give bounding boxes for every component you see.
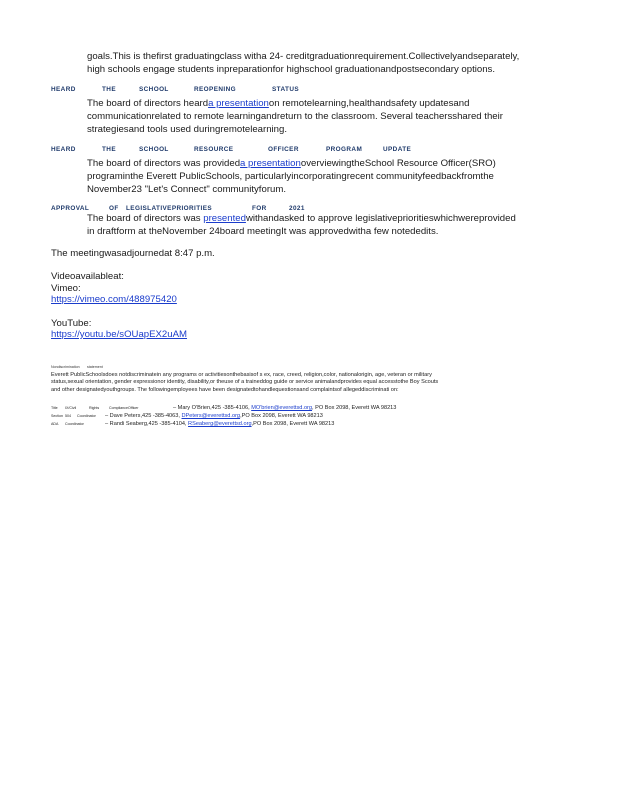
heading-word: HEARD — [51, 146, 76, 153]
heading-word: STATUS — [272, 86, 300, 93]
contact-label-word: 504 — [65, 414, 71, 418]
heading-word: REOPENING — [194, 86, 236, 93]
intro-line: high schools engage students inpreparationfor highschool graduationandpostsecondary options. — [87, 64, 496, 75]
heading-word: THE — [102, 146, 116, 153]
contact-email-link[interactable]: RSeaberg@everettsd.org — [188, 421, 252, 427]
contact-section-504 — [51, 413, 323, 420]
heading-word: FOR — [252, 205, 267, 212]
body-line: strategiesand tools used duringremotelearning. — [87, 124, 287, 135]
contact-label-word: Section — [51, 414, 63, 418]
intro-line: goals.This is thefirst graduatingclass witha 24- creditgraduationrequirement.Collectivelyandseparately, — [87, 51, 520, 62]
contact-address: ,PO Box 2098, Everett WA 98213 — [240, 413, 323, 419]
body-text: The board of directors was provided — [87, 158, 241, 169]
contact-text: – Randi Seaberg,425 -385-4104, — [105, 421, 187, 427]
heading-word: LEGISLATIVEPRIORITIES — [126, 205, 213, 212]
presentation-link[interactable]: a presentation — [208, 98, 269, 109]
section-body-legislative — [87, 212, 592, 238]
paragraph-line: status,sexual orientation, gender expressionor identity, disability,or theuse of a traineddog guide or service animalandprovides equal accesstothe Boy Scouts — [51, 379, 439, 386]
presentation-link[interactable]: a presentation — [240, 158, 301, 169]
vimeo-link[interactable]: https://vimeo.com/488975420 — [51, 294, 177, 305]
section-heading-legislative — [51, 205, 305, 212]
vimeo-label: Vimeo: — [51, 283, 81, 294]
heading-word: OF — [109, 205, 119, 212]
contact-email-link[interactable]: MO'brien@everettsd.org — [251, 405, 313, 411]
heading-word: RESOURCE — [194, 146, 234, 153]
nondiscrimination-title — [51, 365, 103, 369]
adjourned-text: The meetingwasadjournedat 8:47 p.m. — [51, 248, 215, 259]
contact-text: – Dave Peters,425 -385-4063, — [105, 413, 180, 419]
presented-link[interactable]: presented — [203, 213, 246, 224]
heading-word: OFFICER — [268, 146, 299, 153]
contact-text: – Mary O'Brien,425 -385-4106, — [173, 405, 250, 411]
contact-email-link[interactable]: DPeters@everettsd.org — [181, 413, 241, 419]
contact-label-word: ADA — [51, 422, 59, 426]
intro-paragraph — [87, 50, 587, 76]
section-body-sro — [87, 157, 587, 196]
nondiscrimination-paragraph — [51, 372, 571, 394]
contact-label-word: Coordinator — [65, 422, 84, 426]
body-text: on remotelearning,healthandsafety updatesand — [268, 98, 470, 109]
contact-title-ix — [51, 405, 396, 412]
body-text: overviewingtheSchool Resource Officer(SRO) — [300, 158, 496, 169]
title-word: Nondiscrimination — [51, 365, 80, 369]
body-line: programinthe Everett PublicSchools, particularlyincorporatingrecent communityfeedbackfromthe — [87, 171, 494, 182]
body-text: The board of directors heard — [87, 98, 209, 109]
heading-word: UPDATE — [383, 146, 412, 153]
video-available-text: Videoavailableat: — [51, 271, 124, 282]
heading-word: HEARD — [51, 86, 76, 93]
contact-label-word: Rights — [89, 406, 100, 410]
contact-label-word: Coordinator — [77, 414, 96, 418]
youtube-link[interactable]: https://youtu.be/sOUapEX2uAM — [51, 329, 187, 340]
heading-word: SCHOOL — [139, 86, 169, 93]
body-line: communicationrelated to remote learningandreturn to the classroom. Several teachersshared their — [87, 111, 503, 122]
body-line: in draftform at theNovember 24board meetingIt was approvedwitha few notededits. — [87, 226, 439, 237]
paragraph-line: and other designatedyouthgroups. The followingemployees have been designatedtohandlequestionsand complaintsof allegeddiscriminati on: — [51, 386, 399, 393]
heading-word: PROGRAM — [326, 146, 363, 153]
heading-word: THE — [102, 86, 116, 93]
contact-label-word: IX/Civil — [65, 406, 77, 410]
contact-ada — [51, 421, 334, 428]
section-heading-reopening — [51, 86, 299, 93]
contact-label-word: ComplianceOfficer — [109, 406, 139, 410]
body-text: The board of directors was — [87, 213, 201, 224]
body-line: November23 "Let's Connect" communityforum. — [87, 184, 287, 195]
contact-label-word: Title — [51, 406, 58, 410]
paragraph-line: Everett PublicSchoolsdoes notdiscriminatein any programs or activitiesonthebasisof s ex, race, creed, religion,color, nationalorigin, age, veteran or military — [51, 372, 432, 378]
heading-word: SCHOOL — [139, 146, 169, 153]
heading-word: APPROVAL — [51, 205, 90, 212]
heading-word: 2021 — [289, 205, 305, 212]
title-word: statement — [87, 365, 103, 369]
contact-address: , PO Box 2098, Everett WA 98213 — [312, 405, 397, 411]
youtube-label: YouTube: — [51, 318, 92, 329]
body-text: withandasked to approve legislativeprioritieswhichwereprovided — [245, 213, 516, 224]
section-body-reopening — [87, 97, 587, 136]
contact-address: ,PO Box 2098, Everett WA 98213 — [251, 421, 335, 427]
section-heading-sro — [51, 146, 411, 153]
